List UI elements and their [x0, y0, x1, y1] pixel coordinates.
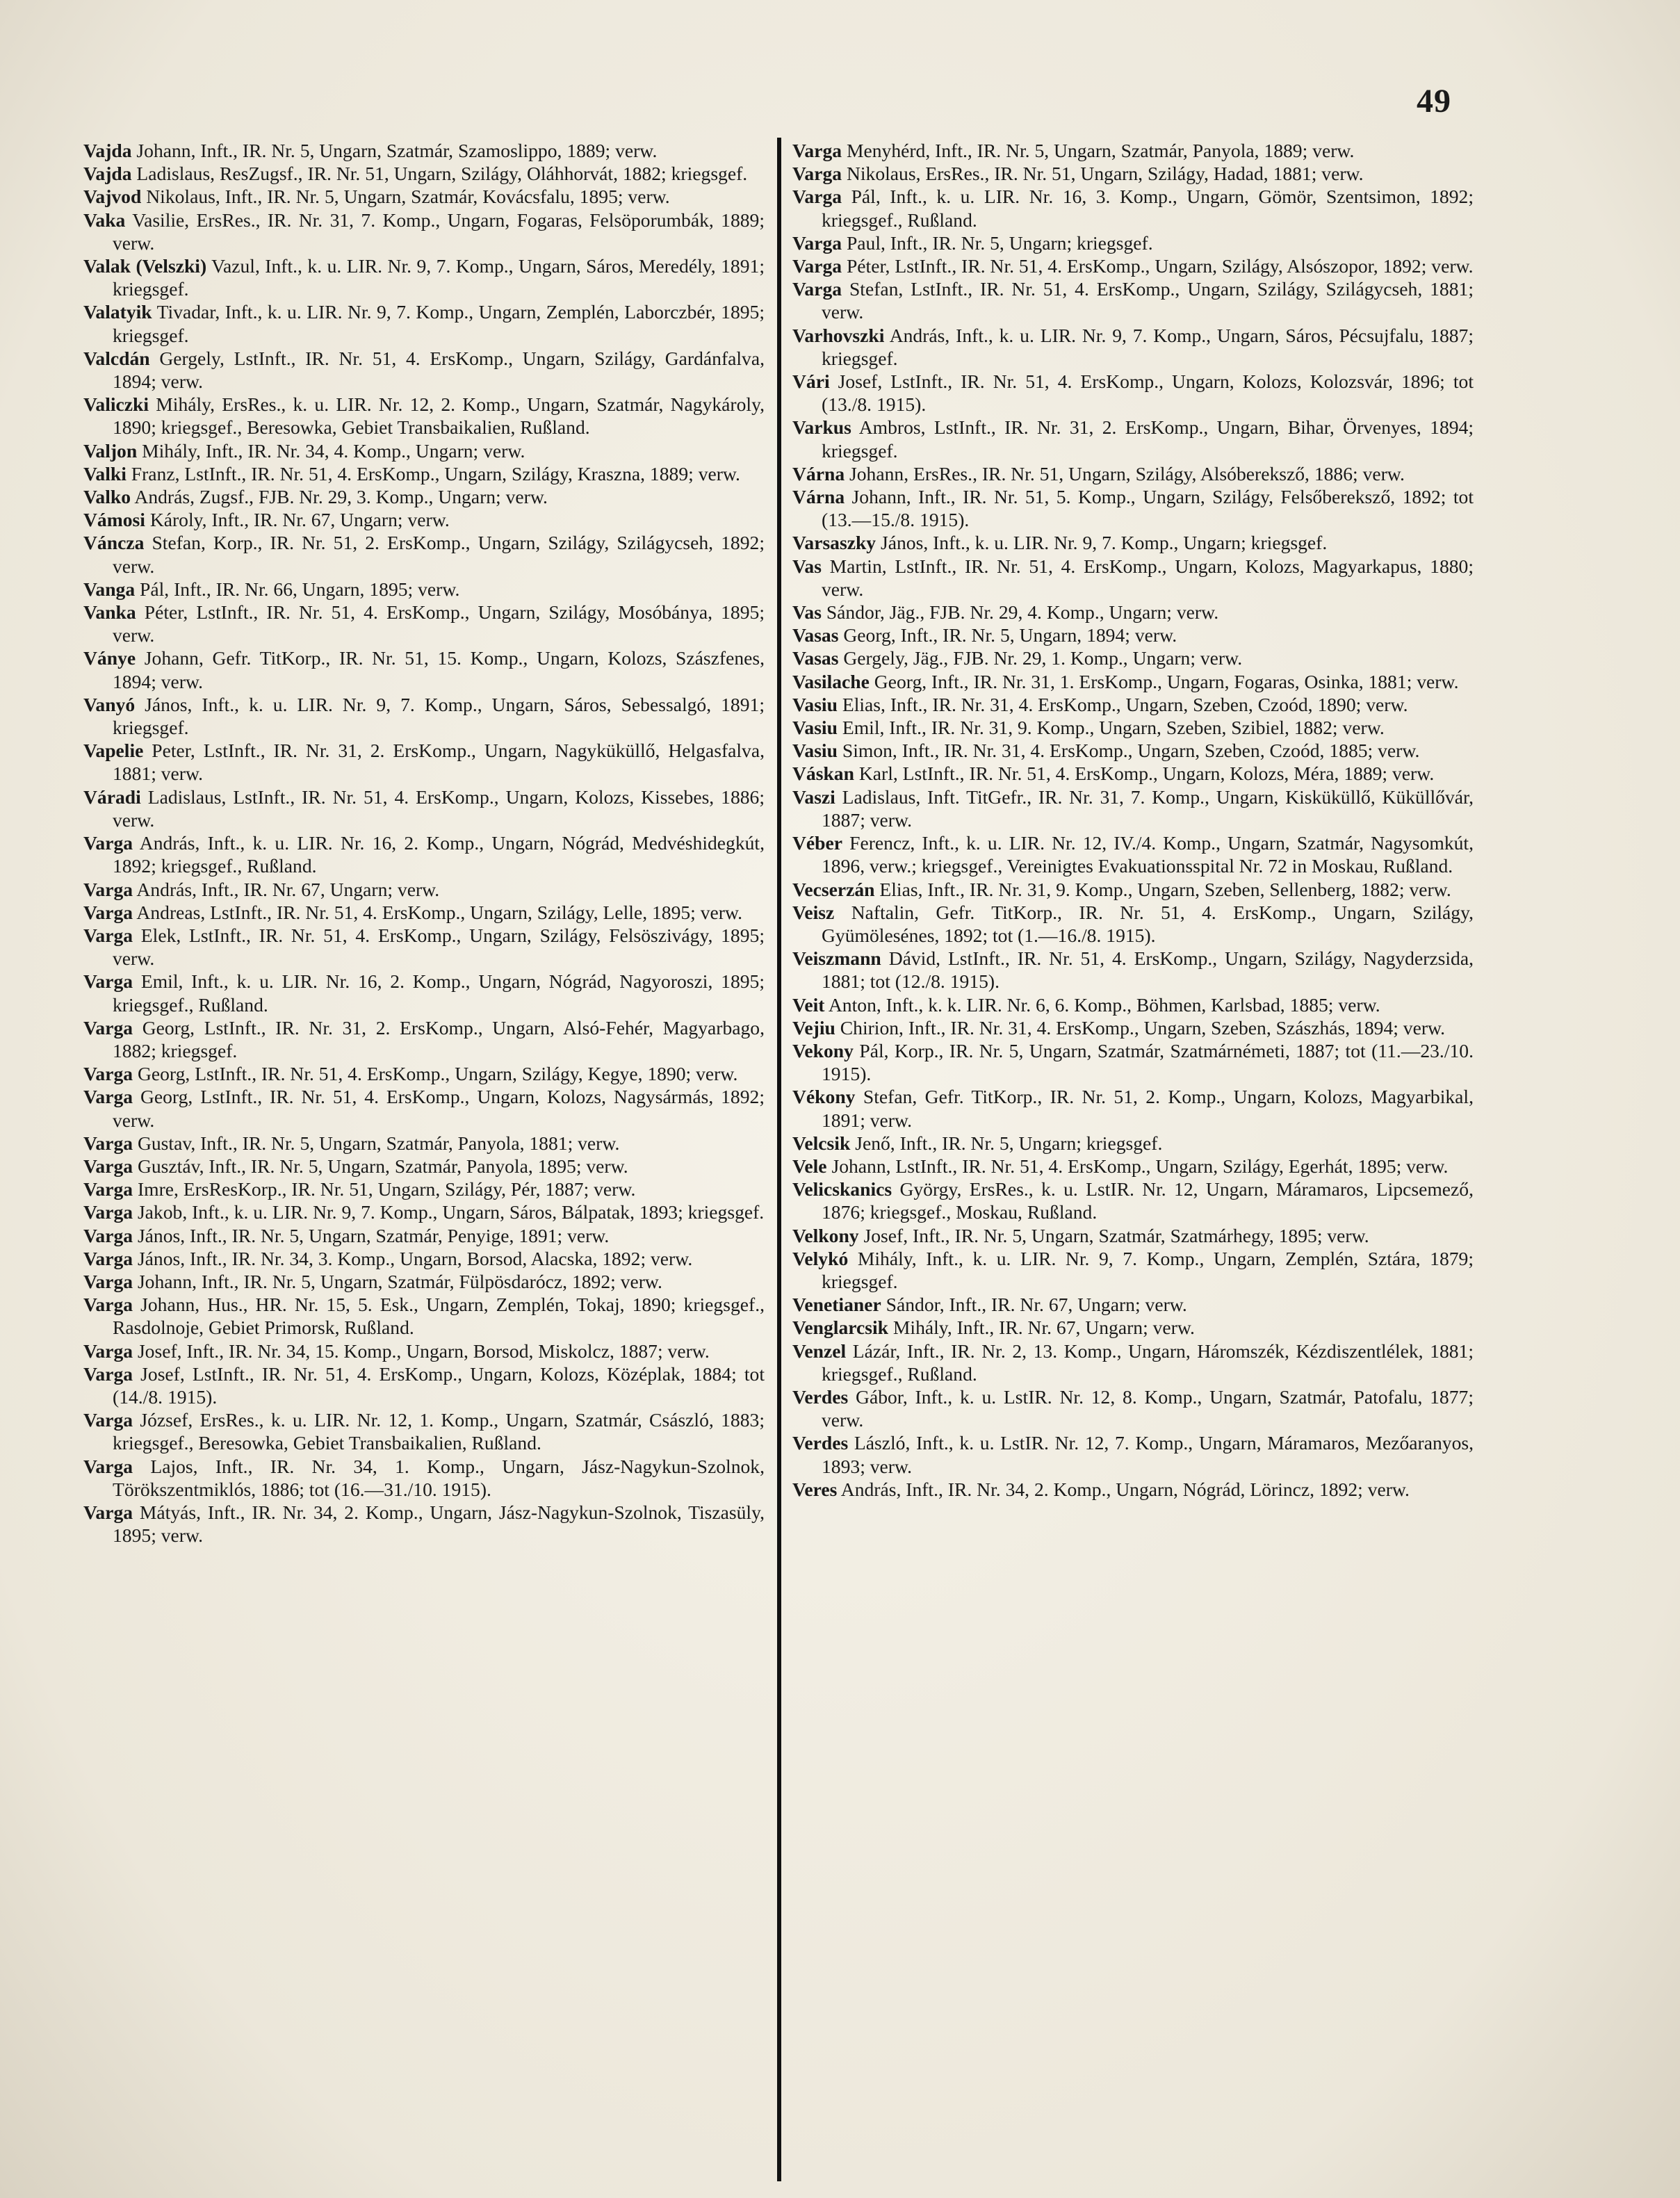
entry-details: András, Inft., k. u. LIR. Nr. 16, 2. Komp., Ungarn, Nógrád, Medvéshidegkút, 1892; kriegsgef., Rußland.	[113, 832, 765, 877]
register-entry	[83, 1270, 765, 1293]
entry-surname: Vasiu	[792, 740, 838, 762]
register-entry	[83, 1062, 765, 1085]
entry-details: András, Inft., IR. Nr. 34, 2. Komp., Ungarn, Nógrád, Lörincz, 1892; verw.	[837, 1478, 1410, 1500]
register-entry	[83, 485, 765, 508]
entry-surname: Várna	[792, 486, 845, 508]
register-entry	[83, 1016, 765, 1062]
register-entry	[83, 462, 765, 485]
register-entry	[83, 739, 765, 785]
entry-surname: Varga	[792, 255, 842, 277]
entry-details: Georg, LstInft., IR. Nr. 51, 4. ErsKomp., Ungarn, Szilágy, Kegye, 1890; verw.	[133, 1063, 738, 1085]
entry-details: János, Inft., k. u. LIR. Nr. 9, 7. Komp., Ungarn; kriegsgef.	[876, 532, 1328, 554]
entry-surname: Varga	[792, 163, 842, 185]
entry-surname: Valak (Velszki)	[83, 255, 207, 277]
entry-details: András, Inft., IR. Nr. 67, Ungarn; verw.	[133, 878, 440, 900]
entry-surname: Véber	[792, 832, 843, 854]
entry-surname: Várna	[792, 462, 845, 485]
register-entry	[792, 1224, 1474, 1247]
register-entry	[83, 347, 765, 393]
register-entry	[792, 693, 1474, 716]
entry-details: Georg, LstInft., IR. Nr. 31, 2. ErsKomp., Ungarn, Alsó-Fehér, Magyarbago, 1882; kriegsgef.	[113, 1016, 765, 1061]
entry-surname: Varga	[83, 1155, 133, 1177]
entry-surname: Veit	[792, 993, 825, 1016]
entry-surname: Vékony	[792, 1086, 856, 1108]
register-entry	[83, 531, 765, 577]
entry-surname: Varga	[792, 186, 842, 208]
entry-details: Ambros, LstInft., IR. Nr. 31, 2. ErsKomp., Ungarn, Bihar, Örvenyes, 1894; kriegsgef.	[822, 416, 1474, 462]
entry-surname: Vajvod	[83, 186, 142, 208]
entry-surname: Valiczki	[83, 393, 149, 416]
entry-details: János, Inft., IR. Nr. 34, 3. Komp., Ungarn, Borsod, Alacska, 1892; verw.	[133, 1247, 693, 1269]
register-entry	[83, 646, 765, 692]
register-entry	[792, 324, 1474, 370]
entry-surname: Vele	[792, 1155, 827, 1177]
entry-surname: Valjon	[83, 439, 138, 462]
entry-details: Dávid, LstInft., IR. Nr. 51, 4. ErsKomp., Ungarn, Szilágy, Nagyderzsida, 1881; tot (12./8. 1915).	[822, 947, 1474, 993]
register-entry	[83, 693, 765, 739]
entry-details: Josef, LstInft., IR. Nr. 51, 4. ErsKomp., Ungarn, Kolozs, Középlak, 1884; tot (14./8. 1915).	[113, 1362, 765, 1408]
entry-details: Mihály, ErsRes., k. u. LIR. Nr. 12, 2. Komp., Ungarn, Szatmár, Nagykároly, 1890; kriegsgef., Beresowka, Gebiet Transbaikalien, Rußland.	[113, 393, 765, 439]
entry-details: Stefan, LstInft., IR. Nr. 51, 4. ErsKomp., Ungarn, Szilágy, Szilágycseh, 1881; verw.	[822, 278, 1474, 323]
entry-surname: Varga	[83, 1340, 133, 1362]
register-entry	[792, 531, 1474, 554]
entry-surname: Vasiu	[792, 717, 838, 739]
register-entry	[792, 878, 1474, 901]
entry-surname: Varhovszki	[792, 324, 885, 346]
register-entry	[792, 831, 1474, 877]
register-entry	[83, 439, 765, 462]
register-entry	[792, 1247, 1474, 1293]
entry-surname: Valcdán	[83, 347, 150, 369]
register-entry	[792, 462, 1474, 485]
register-entry	[83, 1362, 765, 1408]
entry-details: Johann, LstInft., IR. Nr. 51, 4. ErsKomp., Ungarn, Szilágy, Egerhát, 1895; verw.	[826, 1155, 1449, 1177]
entry-surname: Vaka	[83, 209, 126, 231]
register-entry	[792, 993, 1474, 1016]
entry-surname: Varga	[83, 1063, 133, 1085]
entry-details: János, Inft., IR. Nr. 5, Ungarn, Szatmár, Penyige, 1891; verw.	[133, 1224, 610, 1246]
entry-details: Johann, Gefr. TitKorp., IR. Nr. 51, 15. Komp., Ungarn, Kolozs, Szászfenes, 1894; verw.	[113, 647, 765, 692]
entry-surname: Vejiu	[792, 1016, 835, 1039]
entry-surname: Vári	[792, 371, 830, 393]
entry-surname: Váskan	[792, 763, 854, 785]
entry-details: Ladislaus, Inft. TitGefr., IR. Nr. 31, 7. Komp., Ungarn, Kisküküllő, Küküllővár, 1887; verw.	[822, 785, 1474, 831]
register-entry	[83, 1455, 765, 1501]
entry-details: Elias, Inft., IR. Nr. 31, 9. Komp., Ungarn, Szeben, Sellenberg, 1882; verw.	[874, 878, 1451, 900]
entry-details: Josef, LstInft., IR. Nr. 51, 4. ErsKomp., Ungarn, Kolozs, Kolozsvár, 1896; tot (13./8. 1915).	[822, 371, 1474, 416]
entry-details: Paul, Inft., IR. Nr. 5, Ungarn; kriegsgef.	[842, 231, 1153, 254]
entry-details: Emil, Inft., IR. Nr. 31, 9. Komp., Ungarn, Szeben, Szibiel, 1882; verw.	[837, 717, 1385, 739]
entry-details: Gusztáv, Inft., IR. Nr. 5, Ungarn, Szatmár, Panyola, 1895; verw.	[133, 1155, 628, 1177]
entry-details: Gustav, Inft., IR. Nr. 5, Ungarn, Szatmár, Panyola, 1881; verw.	[133, 1132, 620, 1154]
register-entry	[83, 1178, 765, 1200]
entry-surname: Vapelie	[83, 740, 144, 762]
register-entry	[792, 162, 1474, 185]
register-entry	[792, 1340, 1474, 1385]
entry-details: Mihály, Inft., IR. Nr. 67, Ungarn; verw.	[888, 1317, 1195, 1339]
entry-details: Anton, Inft., k. k. LIR. Nr. 6, 6. Komp., Böhmen, Karlsbad, 1885; verw.	[824, 993, 1380, 1016]
entry-details: Georg, Inft., IR. Nr. 31, 1. ErsKomp., Ungarn, Fogaras, Osinka, 1881; verw.	[869, 670, 1459, 692]
register-entry	[83, 578, 765, 601]
register-entry	[83, 1085, 765, 1131]
entry-details: Pál, Korp., IR. Nr. 5, Ungarn, Szatmár, Szatmárnémeti, 1887; tot (11.—23./10. 1915).	[822, 1039, 1474, 1085]
entry-details: Sándor, Inft., IR. Nr. 67, Ungarn; verw.	[881, 1294, 1187, 1316]
entry-details: Mátyás, Inft., IR. Nr. 34, 2. Komp., Ungarn, Jász-Nagykun-Szolnok, Tiszasüly, 1895; verw.	[113, 1501, 765, 1547]
register-entry	[83, 300, 765, 346]
entry-surname: Vanyó	[83, 693, 136, 715]
entry-surname: Vas	[792, 601, 822, 624]
entry-details: Jakob, Inft., k. u. LIR. Nr. 9, 7. Komp., Ungarn, Sáros, Bálpatak, 1893; kriegsgef.	[133, 1201, 765, 1223]
entry-details: Imre, ErsResKorp., IR. Nr. 51, Ungarn, Szilágy, Pér, 1887; verw.	[133, 1178, 636, 1200]
entry-surname: Varga	[83, 924, 133, 946]
entry-details: Péter, LstInft., IR. Nr. 51, 4. ErsKomp., Ungarn, Szilágy, Alsószopor, 1892; verw.	[842, 255, 1474, 277]
entry-details: Emil, Inft., k. u. LIR. Nr. 16, 2. Komp., Ungarn, Nógrád, Nagyoroszi, 1895; kriegsgef., Rußland.	[113, 970, 765, 1016]
entry-details: László, Inft., k. u. LstIR. Nr. 12, 7. Komp., Ungarn, Máramaros, Mezőaranyos, 1893; verw.	[822, 1432, 1474, 1477]
entry-details: Simon, Inft., IR. Nr. 31, 4. ErsKomp., Ungarn, Szeben, Czoód, 1885; verw.	[837, 740, 1420, 762]
register-entry	[792, 947, 1474, 993]
entry-details: Andreas, LstInft., IR. Nr. 51, 4. ErsKomp., Ungarn, Szilágy, Lelle, 1895; verw.	[133, 901, 743, 923]
entry-details: Elek, LstInft., IR. Nr. 51, 4. ErsKomp., Ungarn, Szilágy, Felsöszivágy, 1895; verw.	[113, 924, 765, 970]
entry-details: Vasilie, ErsRes., IR. Nr. 31, 7. Komp., Ungarn, Fogaras, Felsöporumbák, 1889; verw.	[113, 209, 765, 254]
register-entry	[792, 1316, 1474, 1339]
register-entry	[83, 1501, 765, 1547]
register-entry	[792, 1155, 1474, 1178]
entry-details: Lázár, Inft., IR. Nr. 2, 13. Komp., Ungarn, Háromszék, Kézdiszentlélek, 1881; kriegsgef., Rußland.	[822, 1340, 1474, 1385]
entry-details: Johann, ErsRes., IR. Nr. 51, Ungarn, Szilágy, Alsóbereksző, 1886; verw.	[845, 462, 1405, 485]
entry-details: György, ErsRes., k. u. LstIR. Nr. 12, Ungarn, Máramaros, Lipcsemező, 1876; kriegsgef., Moskau, Rußland.	[822, 1178, 1474, 1223]
register-entry	[83, 785, 765, 831]
register-entry	[792, 1431, 1474, 1477]
entry-details: Josef, Inft., IR. Nr. 34, 15. Komp., Ungarn, Borsod, Miskolcz, 1887; verw.	[133, 1340, 710, 1362]
entry-surname: Varga	[83, 1294, 133, 1316]
register-entry	[83, 139, 765, 162]
entry-surname: Vaszi	[792, 785, 835, 808]
entry-details: Martin, LstInft., IR. Nr. 51, 4. ErsKomp., Ungarn, Kolozs, Magyarkapus, 1880; verw.	[821, 555, 1474, 600]
entry-details: Stefan, Korp., IR. Nr. 51, 2. ErsKomp., Ungarn, Szilágy, Szilágycseh, 1892; verw.	[113, 532, 765, 577]
entry-details: Vazul, Inft., k. u. LIR. Nr. 9, 7. Komp., Ungarn, Sáros, Meredély, 1891; kriegsgef.	[113, 255, 765, 300]
register-entry	[792, 1016, 1474, 1039]
entry-surname: Vasas	[792, 647, 839, 669]
register-entry	[792, 1085, 1474, 1131]
entry-surname: Velykó	[792, 1247, 849, 1269]
left-column	[83, 139, 765, 1547]
entry-surname: Váncza	[83, 532, 145, 554]
entry-surname: Varga	[83, 1132, 133, 1154]
entry-surname: Velicskanics	[792, 1178, 892, 1200]
entry-details: Franz, LstInft., IR. Nr. 51, 4. ErsKomp., Ungarn, Szilágy, Kraszna, 1889; verw.	[126, 462, 740, 485]
register-entry	[83, 1155, 765, 1178]
right-column	[792, 139, 1474, 1501]
register-entry	[83, 1247, 765, 1270]
entry-surname: Valko	[83, 486, 131, 508]
entry-surname: Vanga	[83, 578, 136, 600]
register-entry	[83, 1408, 765, 1454]
entry-details: Jenő, Inft., IR. Nr. 5, Ungarn; kriegsgef.	[850, 1132, 1163, 1154]
column-divider	[777, 138, 781, 2181]
entry-surname: Varga	[83, 1201, 133, 1223]
entry-details: Ladislaus, ResZugsf., IR. Nr. 51, Ungarn, Szilágy, Oláhhorvát, 1882; kriegsgef.	[131, 163, 748, 185]
entry-surname: Varga	[83, 1501, 133, 1523]
entry-surname: Varga	[83, 1247, 133, 1269]
entry-details: Peter, LstInft., IR. Nr. 31, 2. ErsKomp., Ungarn, Nagyküküllő, Helgasfalva, 1881; verw.	[113, 740, 765, 785]
entry-surname: Varga	[83, 1270, 133, 1292]
register-entry	[792, 1385, 1474, 1431]
register-entry	[792, 901, 1474, 947]
entry-details: Nikolaus, Inft., IR. Nr. 5, Ungarn, Szatmár, Kovácsfalu, 1895; verw.	[141, 186, 670, 208]
register-entry	[792, 370, 1474, 416]
register-entry	[792, 762, 1474, 785]
entry-surname: Verdes	[792, 1432, 849, 1454]
entry-details: Naftalin, Gefr. TitKorp., IR. Nr. 51, 4. ErsKomp., Ungarn, Szilágy, Gyümölesénes, 1892; tot (1.—16./8. 1915).	[822, 901, 1474, 946]
entry-surname: Varga	[83, 1362, 133, 1385]
register-entry	[792, 185, 1474, 231]
page-number: 49	[1417, 83, 1451, 120]
entry-surname: Varga	[83, 878, 133, 900]
entry-surname: Varga	[792, 140, 842, 161]
entry-details: Johann, Inft., IR. Nr. 51, 5. Komp., Ungarn, Szilágy, Felsőbereksző, 1892; tot (13.—15./8. 1915).	[822, 486, 1474, 531]
entry-surname: Vasiu	[792, 693, 838, 715]
register-entry	[83, 1293, 765, 1339]
entry-details: Chirion, Inft., IR. Nr. 31, 4. ErsKomp., Ungarn, Szeben, Szászhás, 1894; verw.	[835, 1016, 1446, 1039]
entry-details: Georg, LstInft., IR. Nr. 51, 4. ErsKomp., Ungarn, Kolozs, Nagysármás, 1892; verw.	[113, 1086, 765, 1131]
register-entry	[792, 1478, 1474, 1501]
entry-details: Johann, Hus., HR. Nr. 15, 5. Esk., Ungarn, Zemplén, Tokaj, 1890; kriegsgef., Rasdolnoje, Gebiet Primorsk, Rußland.	[113, 1294, 765, 1339]
entry-surname: Vasas	[792, 624, 839, 646]
register-entry	[792, 1293, 1474, 1316]
register-entry	[83, 185, 765, 208]
entry-details: Károly, Inft., IR. Nr. 67, Ungarn; verw.	[145, 509, 450, 531]
entry-surname: Varga	[83, 1016, 133, 1039]
entry-surname: Vas	[792, 555, 822, 577]
entry-details: Karl, LstInft., IR. Nr. 51, 4. ErsKomp., Ungarn, Kolozs, Méra, 1889; verw.	[854, 763, 1435, 785]
entry-surname: Váradi	[83, 785, 141, 808]
register-entry	[83, 878, 765, 901]
entry-surname: Valatyik	[83, 301, 152, 323]
entry-details: Mihály, Inft., k. u. LIR. Nr. 9, 7. Komp., Ungarn, Zemplén, Sztára, 1879; kriegsgef.	[822, 1247, 1474, 1292]
entry-surname: Vecserzán	[792, 878, 875, 900]
entry-surname: Varga	[83, 1455, 133, 1477]
register-entry	[83, 970, 765, 1016]
register-entry	[792, 670, 1474, 693]
entry-surname: Vajda	[83, 163, 132, 185]
register-entry	[83, 901, 765, 924]
entry-details: Georg, Inft., IR. Nr. 5, Ungarn, 1894; verw.	[838, 624, 1177, 646]
entry-surname: Ványe	[83, 647, 136, 669]
register-entry	[83, 601, 765, 646]
register-entry	[792, 716, 1474, 739]
register-entry	[792, 277, 1474, 323]
entry-surname: Varkus	[792, 416, 851, 439]
entry-surname: Veiszmann	[792, 947, 881, 970]
entry-surname: Varsaszky	[792, 532, 876, 554]
entry-surname: Venetianer	[792, 1294, 881, 1316]
entry-details: Gergely, Jäg., FJB. Nr. 29, 1. Komp., Ungarn; verw.	[838, 647, 1243, 669]
register-entry	[83, 831, 765, 877]
register-entry	[83, 254, 765, 300]
register-entry	[792, 555, 1474, 601]
entry-details: Josef, Inft., IR. Nr. 5, Ungarn, Szatmár, Szatmárhegy, 1895; verw.	[858, 1224, 1369, 1246]
entry-details: Lajos, Inft., IR. Nr. 34, 1. Komp., Ungarn, Jász-Nagykun-Szolnok, Törökszentmiklós, 1886; tot (16.—31./10. 1915).	[113, 1455, 765, 1500]
register-entry	[792, 485, 1474, 531]
register-entry	[792, 254, 1474, 277]
entry-surname: Varga	[83, 1178, 133, 1200]
register-entry	[83, 1132, 765, 1155]
entry-surname: Veres	[792, 1478, 838, 1500]
entry-details: Sándor, Jäg., FJB. Nr. 29, 4. Komp., Ungarn; verw.	[821, 601, 1219, 624]
entry-surname: Varga	[792, 231, 842, 254]
entry-details: Ferencz, Inft., k. u. LIR. Nr. 12, IV./4. Komp., Ungarn, Szatmár, Nagysomkút, 1896, verw.; kriegsgef., Vereinigtes Evakuationsspital Nr. 72 in Moskau, Rußland.	[822, 832, 1474, 877]
register-entry	[792, 231, 1474, 254]
entry-surname: Vámosi	[83, 509, 145, 531]
register-entry	[83, 393, 765, 439]
register-entry	[792, 139, 1474, 162]
entry-details: Pál, Inft., IR. Nr. 66, Ungarn, 1895; verw.	[135, 578, 460, 600]
entry-surname: Vasilache	[792, 670, 870, 692]
register-entry	[792, 601, 1474, 624]
register-entry	[83, 1200, 765, 1223]
entry-surname: Varga	[792, 278, 842, 300]
register-entry	[792, 739, 1474, 762]
entry-surname: Vanka	[83, 601, 136, 624]
entry-details: Péter, LstInft., IR. Nr. 51, 4. ErsKomp., Ungarn, Szilágy, Mosóbánya, 1895; verw.	[113, 601, 765, 646]
register-entry	[792, 1039, 1474, 1085]
entry-details: András, Zugsf., FJB. Nr. 29, 3. Komp., Ungarn; verw.	[131, 486, 548, 508]
register-entry	[792, 785, 1474, 831]
entry-details: Gergely, LstInft., IR. Nr. 51, 4. ErsKomp., Ungarn, Szilágy, Gardánfalva, 1894; verw.	[113, 347, 765, 393]
entry-surname: Velkony	[792, 1224, 859, 1246]
register-entry	[792, 416, 1474, 462]
entry-details: Pál, Inft., k. u. LIR. Nr. 16, 3. Komp., Ungarn, Gömör, Szentsimon, 1892; kriegsgef., Rußland.	[822, 186, 1474, 231]
entry-surname: Veisz	[792, 901, 835, 923]
entry-surname: Velcsik	[792, 1132, 851, 1154]
entry-surname: Vajda	[83, 140, 132, 161]
entry-details: Menyhérd, Inft., IR. Nr. 5, Ungarn, Szatmár, Panyola, 1889; verw.	[842, 140, 1355, 161]
entry-details: Mihály, Inft., IR. Nr. 34, 4. Komp., Ungarn; verw.	[137, 439, 525, 462]
entry-details: Johann, Inft., IR. Nr. 5, Ungarn, Szatmár, Fülpösdarócz, 1892; verw.	[133, 1270, 662, 1292]
register-entry	[792, 646, 1474, 669]
register-entry	[83, 924, 765, 970]
entry-details: József, ErsRes., k. u. LIR. Nr. 12, 1. Komp., Ungarn, Szatmár, Császló, 1883; kriegsgef., Beresowka, Gebiet Transbaikalien, Rußland.	[113, 1409, 765, 1454]
entry-details: Tivadar, Inft., k. u. LIR. Nr. 9, 7. Komp., Ungarn, Zemplén, Laborczbér, 1895; kriegsgef.	[113, 301, 765, 346]
entry-details: Johann, Inft., IR. Nr. 5, Ungarn, Szatmár, Szamoslippo, 1889; verw.	[131, 140, 658, 161]
entry-surname: Varga	[83, 1086, 133, 1108]
register-entry	[792, 1178, 1474, 1223]
entry-surname: Valki	[83, 462, 127, 485]
register-entry	[792, 1132, 1474, 1155]
register-entry	[83, 508, 765, 531]
entry-details: András, Inft., k. u. LIR. Nr. 9, 7. Komp., Ungarn, Sáros, Pécsujfalu, 1887; kriegsgef.	[822, 324, 1474, 369]
entry-surname: Varga	[83, 1224, 133, 1246]
entry-surname: Verdes	[792, 1385, 849, 1408]
entry-surname: Varga	[83, 832, 133, 854]
entry-surname: Vekony	[792, 1039, 854, 1061]
entry-surname: Venglarcsik	[792, 1317, 888, 1339]
entry-details: Stefan, Gefr. TitKorp., IR. Nr. 51, 2. Komp., Ungarn, Kolozs, Magyarbikal, 1891; verw.	[822, 1086, 1474, 1131]
entry-details: János, Inft., k. u. LIR. Nr. 9, 7. Komp., Ungarn, Sáros, Sebessalgó, 1891; kriegsgef.	[113, 693, 765, 739]
entry-details: Gábor, Inft., k. u. LstIR. Nr. 12, 8. Komp., Ungarn, Szatmár, Patofalu, 1877; verw.	[822, 1385, 1474, 1431]
register-entry	[83, 1340, 765, 1362]
entry-details: Nikolaus, ErsRes., IR. Nr. 51, Ungarn, Szilágy, Hadad, 1881; verw.	[842, 163, 1364, 185]
entry-surname: Varga	[83, 901, 133, 923]
entry-details: Ladislaus, LstInft., IR. Nr. 51, 4. ErsKomp., Ungarn, Kolozs, Kissebes, 1886; verw.	[113, 785, 765, 831]
entry-details: Elias, Inft., IR. Nr. 31, 4. ErsKomp., Ungarn, Szeben, Czoód, 1890; verw.	[837, 693, 1408, 715]
register-entry	[83, 162, 765, 185]
register-entry	[83, 209, 765, 254]
entry-surname: Varga	[83, 970, 133, 993]
entry-surname: Varga	[83, 1409, 133, 1431]
register-entry	[792, 624, 1474, 646]
entry-surname: Venzel	[792, 1340, 847, 1362]
register-entry	[83, 1224, 765, 1247]
